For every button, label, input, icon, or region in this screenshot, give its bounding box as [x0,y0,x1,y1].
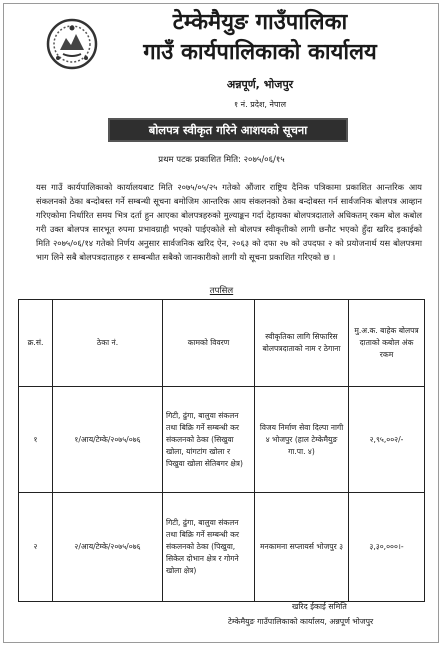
table-row [19,387,425,493]
cell-work: गिटी, ढुंगा, बालुवा संकलन तथा बिक्रि गर्ने सम्बन्धी कर संकलनको ठेका (पिखुवा, सिकेल दोभान क्षेत्र र गोगने खोला क्षेत्र) [163,493,255,602]
notice-body: यस गाउँ कार्यपालिकाको कार्यालयबाट मिति २०७५/०५/२५ गतेको औंजार राष्ट्रिय दैनिक पत्रिकामा प्रकाशित आन्तरिक आय संकलनको ठेका बन्दोबस्त गर्ने सम्बन्धी सूचना बमोजिम आन्तरिक आय संकलनको ठेका बन्दोबस्त गर्न सार्वजनिक बोलपत्र आव्हान गरिएकोमा निर्धारित समय भित्र दर्ता हुन आएका बोलपत्रहरुको मुल्याङ्कन गर्दा देहायका बोलपत्रदाताले अधिकतम् रकम बोल कबोल गरी उक्त बोलपत्र सारभूत रुपमा प्रभावग्राही भएको पाईएकोले सो बोलपत्र स्वीकृतीको लागी छनौट भएको हुँदा खरिद इकाईको मिति २०७५/०६/१४ गतेको निर्णय अनुसार सार्वजनिक खरिद ऐन, २०६३ को दफा २७ को उपदफा २ को प्रयोजनार्थ यस बोलपत्रमा भाग लिने सबै बोलपत्रदाताहरु र सम्बन्धीत सबैको जानकारीको लागी यो सूचना प्रकाशित गरिएको छ । [36,182,422,262]
column-header-contract-no: ठेका नं. [53,300,163,387]
column-header-bidder: स्वीकृतिका लागि सिफारिस बोलपत्रदाताको नाम र ठेगाना [255,300,349,387]
cell-work: गिटी, ढुंगा, बालुवा संकलन तथा बिक्रि गर्ने सम्बन्धी कर संकलनको ठेका (सिखुवा खोला, यांगटांग खोला र पिखुवा खोला सेतिबगर क्षेत्र) [163,387,255,493]
table-header-row [19,300,425,387]
cell-bidder: मनकामना सप्लायर्स भोजपुर ३ [255,493,349,602]
office-name-line1: टेम्केमैयुङ गाउँपालिका [172,10,348,35]
cell-amount: ३,३०,०००।- [349,493,425,602]
cell-contract-no: २/आय/टेम्के/२०७५/०७६ [53,493,163,602]
column-header-sn: क्र.सं. [19,300,53,387]
cell-bidder: विजय निर्माण सेवा दिल्पा नागी ४ भोजपुर (हाल टेम्केमैयुङ गा.पा. ४) [255,387,349,493]
cell-contract-no: १/आय/टेम्के/२०७५/०७६ [53,387,163,493]
column-header-work: कामको विवरण [163,300,255,387]
column-header-amount: मु.अ.क. बाहेक बोलपत्र दाताको कबोल अंक रकम [349,300,425,387]
province-line: १ नं. प्रदेश, नेपाल [233,100,287,109]
signatory-office: टेम्केमैयुङ गाउँपालिकाको कार्यालय, अन्नपूर्ण भोजपुर [228,617,374,626]
published-date: प्रथम पटक प्रकाशित मिति: २०७५/०६/१५ [158,155,285,165]
nepal-government-emblem-icon [46,18,98,70]
table-row [19,493,425,602]
office-address: अन्नपूर्ण, भोजपुर [226,78,294,91]
office-name-line2: गाउँ कार्यपालिकाको कार्यालय [143,40,377,65]
notice-title-banner: बोलपत्र स्वीकृत गरिने आशयको सूचना [108,118,348,142]
schedule-label: तपसिल [209,286,234,296]
cell-sn: १ [19,387,53,493]
cell-amount: २,९५,००२/- [349,387,425,493]
signatory-committee: खरिद ईकाई समिति [292,602,347,611]
bid-schedule-table [18,299,425,602]
cell-sn: २ [19,493,53,602]
